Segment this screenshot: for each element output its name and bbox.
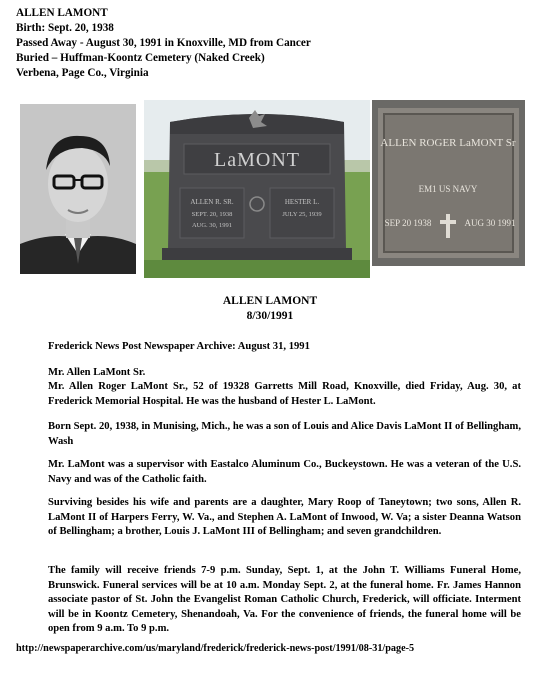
header-death: Passed Away - August 30, 1991 in Knoxville, MD from Cancer [16,37,311,49]
headstone-right-2: JULY 25, 1939 [282,211,322,218]
headstone-surname: LaMONT [214,149,300,171]
article-source: Frederick News Post Newspaper Archive: August 31, 1991 [48,341,310,352]
header-burial: Buried – Huffman-Koontz Cemetery (Naked Creek) [16,52,265,64]
marker-service: EM1 US NAVY [418,184,478,194]
marker-birth: SEP 20 1938 [384,218,432,228]
source-url: http://newspaperarchive.com/us/maryland/frederick/frederick-news-post/1991/08-31/page-5 [16,643,415,654]
header-location: Verbena, Page Co., Virginia [16,67,149,79]
headstone-photo [144,100,370,278]
article-paragraph-3: Mr. LaMont was a supervisor with Eastalco Aluminum Co., Buckeystown. He was a veteran of the U.S. Navy and was of the Catholic faith. [48,459,521,485]
marker-name: ALLEN ROGER LaMONT Sr [380,137,516,149]
article-paragraph-1: Mr. Allen Roger LaMont Sr., 52 of 19328 Garretts Mill Road, Knoxville, died Friday, Aug. 30, at Frederick Memorial Hospital. He was the husband of Hester L. LaMont. [48,381,521,407]
header-birth: Birth: Sept. 20, 1938 [16,22,114,34]
article-paragraph-2: Born Sept. 20, 1938, in Munising, Mich., he was a son of Louis and Alice Davis LaMont II of Bellingham, Wash [48,421,521,447]
headstone-left-1: ALLEN R. SR. [190,198,234,206]
photo-strip [0,100,540,278]
header-block [16,6,311,81]
headstone-left-3: AUG. 30, 1991 [191,222,233,229]
header-name: ALLEN LAMONT [16,7,108,19]
article-title: ALLEN LAMONT [222,295,318,307]
article-date: 8/30/1991 [246,310,294,322]
headstone-left-2: SEPT. 20, 1938 [191,211,233,218]
portrait-photo [20,104,136,274]
article-paragraph-5: The family will receive friends 7-9 p.m. Sunday, Sept. 1, at the John T. Williams Funeral Home, Brunswick. Funeral services will be at 10 a.m. Monday Sept. 2, at the funeral home. Fr. James Hannon associate pastor of St. John the Evangelist Roman Catholic Church, Frederick, will officiate. Interment will be in Koontz Cemetery, Shenandoah, Va. For the convenience of friends, the funeral home will be open from 9 a.m. To 9 p.m. [48,565,521,635]
marker-photo [372,100,525,266]
headstone-right-1: HESTER L. [284,198,320,206]
article-name-line: Mr. Allen LaMont Sr. [48,367,146,378]
article-paragraph-4: Surviving besides his wife and parents are a daughter, Mary Roop of Taneytown; two sons, Allen R. LaMont II of Harpers Ferry, W. Va., and Stephen A. LaMont of Inwood, W. Va; a sister Deanna Watson of Bellingham; a brother, Louis J. LaMont III of Bellingham; and seven grandchildren. [48,497,521,538]
marker-death: AUG 30 1991 [464,218,516,228]
